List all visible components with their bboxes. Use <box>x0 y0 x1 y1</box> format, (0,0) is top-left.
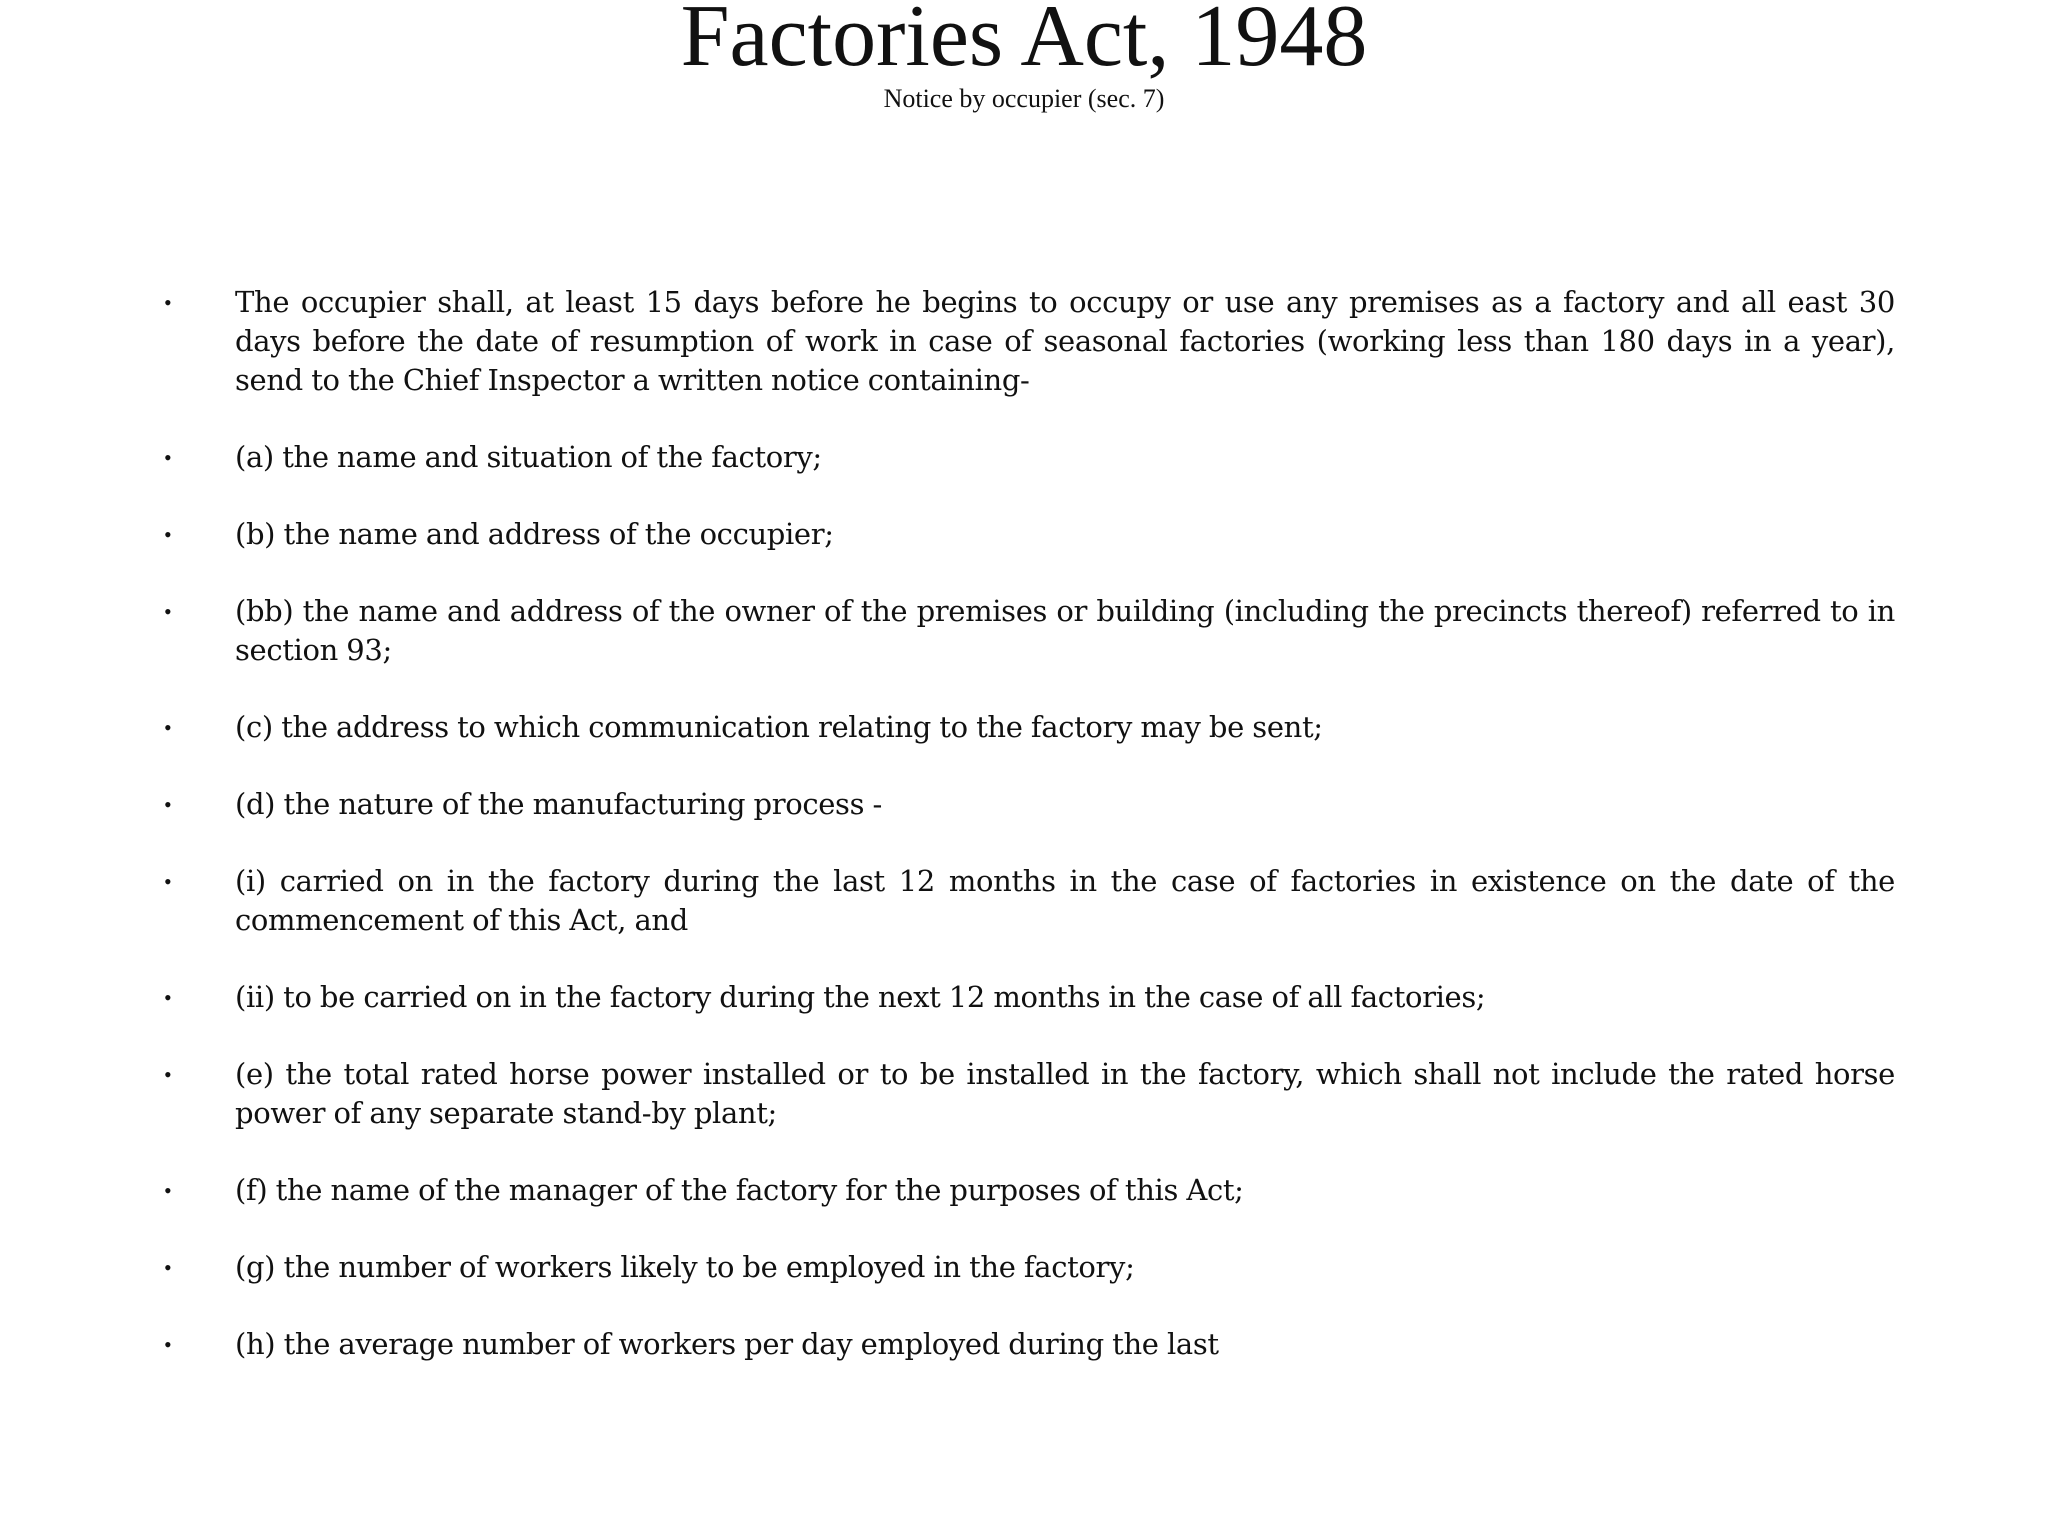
bullet-icon: • <box>164 445 172 470</box>
list-item-text: (h) the average number of workers per day employed during the last <box>235 1327 1219 1361</box>
list-item-text: (e) the total rated horse power installed or to be installed in the factory, which shall not include the rated horse power of any separate stand-by plant; <box>235 1057 1895 1130</box>
bullet-icon: • <box>164 290 172 315</box>
bullet-icon: • <box>164 792 172 817</box>
list-item-text: (b) the name and address of the occupier; <box>235 517 834 551</box>
bullet-icon: • <box>164 599 172 624</box>
list-item-text: (a) the name and situation of the factory; <box>235 440 822 474</box>
list-item-text: The occupier shall, at least 15 days before he begins to occupy or use any premises as a factory and all east 30 days before the date of resumption of work in case of seasonal factories (working less than 180 days in a year), send to the Chief Inspector a written notice containing- <box>235 285 1895 397</box>
bullet-icon: • <box>164 1062 172 1087</box>
slide-title: Factories Act, 1948 <box>680 0 1368 85</box>
list-item-text: (i) carried on in the factory during the last 12 months in the case of factories in existence on the date of the commencement of this Act, and <box>235 864 1895 937</box>
list-item-text: (g) the number of workers likely to be employed in the factory; <box>235 1250 1135 1284</box>
bullet-icon: • <box>164 1255 172 1280</box>
list-item-text: (ii) to be carried on in the factory during the next 12 months in the case of all factories; <box>235 980 1486 1014</box>
list-item-text: (bb) the name and address of the owner of the premises or building (including the precincts thereof) referred to in section 93; <box>235 594 1895 667</box>
bullet-icon: • <box>164 1178 172 1203</box>
bullet-icon: • <box>164 1332 172 1357</box>
list-item-text: (c) the address to which communication relating to the factory may be sent; <box>235 710 1323 744</box>
list-item-text: (d) the nature of the manufacturing process - <box>235 787 882 821</box>
bullet-icon: • <box>164 715 172 740</box>
bullet-icon: • <box>164 869 172 894</box>
slide-subtitle: Notice by occupier (sec. 7) <box>883 84 1165 113</box>
bullet-icon: • <box>164 985 172 1010</box>
bullet-icon: • <box>164 522 172 547</box>
list-item-text: (f) the name of the manager of the factory for the purposes of this Act; <box>235 1173 1244 1207</box>
